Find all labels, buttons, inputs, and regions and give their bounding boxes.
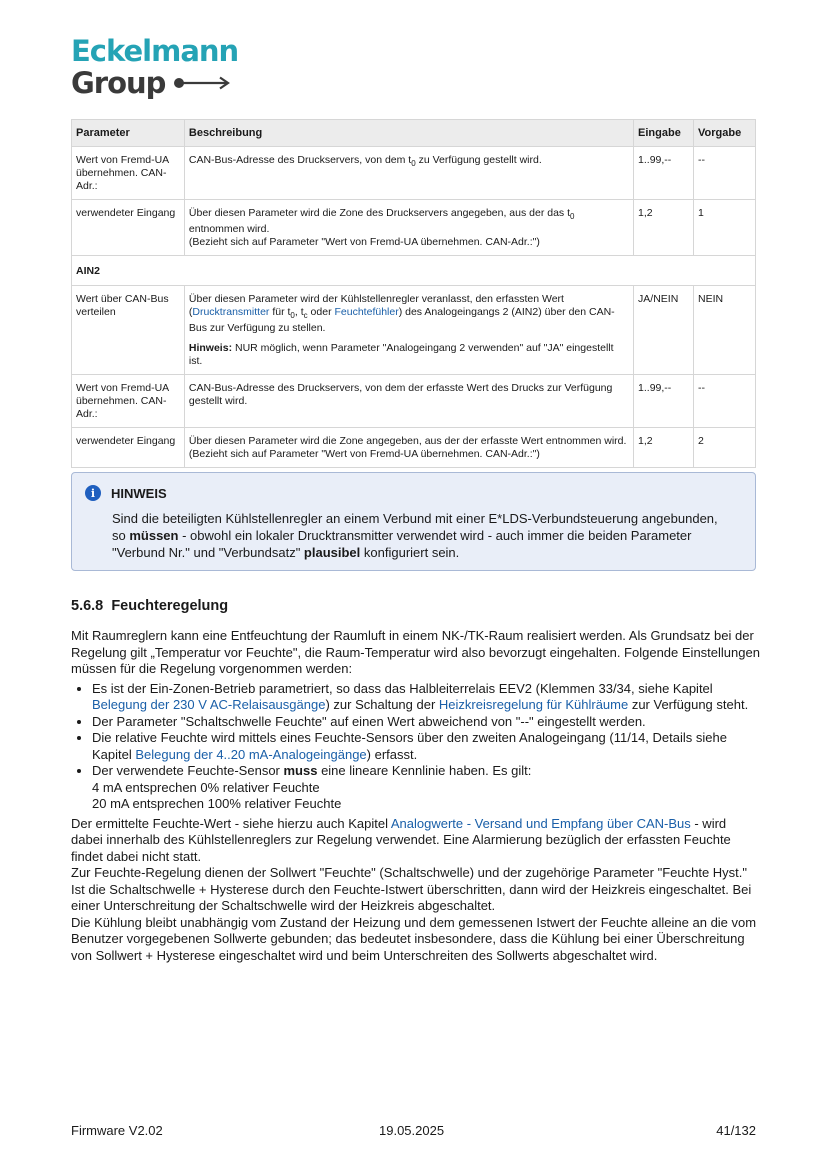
header-default: Vorgabe (694, 120, 756, 147)
param-input: JA/NEIN (634, 286, 694, 375)
note-box (71, 472, 756, 571)
list-item: • Der verwendete Feuchte-Sensor muss eine lineare Kennlinie haben. Es gilt: 4 mA entsprechen 0% relativer Feuchte 20 mA entsprechen 100% relativer Feuchte (92, 763, 761, 813)
body-paragraph: Zur Feuchte-Regelung dienen der Sollwert "Feuchte" (Schaltschwelle) und der zugehörige Parameter "Feuchte Hyst." Ist die Schaltschwelle + Hysterese durch den Feuchte-Istwert überschritten, dann wird der Heizkreis eingeschaltet. Bei einer Unterschreitung der Schaltschwelle wird der Heizkreis abgeschaltet. (71, 865, 752, 913)
info-icon: i (85, 485, 101, 501)
intro-paragraph: Mit Raumreglern kann eine Entfeuchtung der Raumluft in einem NK-/TK-Raum realisiert werden. Als Grundsatz bei der Regelung gilt „Temperatur vor Feuchte", die Raum-Temperatur wird also bevorzugt eingehalten. Folgende Einstellungen müssen für die Regelung vorgenommen werden: (71, 628, 760, 676)
settings-list (71, 681, 761, 813)
param-description: CAN-Bus-Adresse des Druckservers, von dem $t_0$ zu Verfügung gestellt wird. (184, 147, 633, 200)
table-section-row (72, 256, 756, 286)
param-description: CAN-Bus-Adresse des Druckservers, von dem der erfasste Wert des Drucks zur Verfügung gestellt wird. (184, 375, 633, 428)
arrow-right-icon (173, 76, 231, 90)
param-input: 1..99,-- (634, 375, 694, 428)
param-description: Über diesen Parameter wird die Zone des Druckservers angegeben, aus der das $t_0$ entnommen wird. (Bezieht sich auf Parameter "Wert von Fremd-UA übernehmen. CAN-Adr.:") (184, 200, 633, 256)
body-paragraph: Die Kühlung bleibt unabhängig vom Zustand der Heizung und dem gemessenen Istwert der Feuchte alleine an die vom Benutzer vorgegebenen Sollwerte gebunden; das bedeutet insbesondere, dass die Kühlung bei einer Überschreitung von Sollwert + Hysterese eingeschaltet wird und beim Unterschreiten des Sollwerts abgeschaltet wird. (71, 914, 757, 963)
list-item: • Die relative Feuchte wird mittels eines Feuchte-Sensors über den zweiten Analogeingang (11/14, Details siehe Kapitel Belegung der 4..20 mA-Analogeingänge) erfasst. (92, 730, 761, 763)
param-default: NEIN (694, 286, 756, 375)
param-default: -- (694, 147, 756, 200)
list-item: • Es ist der Ein-Zonen-Betrieb parametriert, so dass das Halbleiterrelais EEV2 (Klemmen 33/34, siehe Kapitel Belegung der 230 V AC-Relaisausgänge) zur Schaltung der Heizkreisregelung für Kühlräume zur Verfügung steht. (92, 681, 761, 714)
header-input: Eingabe (634, 120, 694, 147)
table-row (72, 200, 756, 256)
param-input: 1,2 (634, 200, 694, 256)
param-name: Wert von Fremd-UA übernehmen. CAN-Adr.: (72, 375, 185, 428)
param-description: Über diesen Parameter wird der Kühlstellenregler veranlasst, den erfassten Wert (Drucktransmitter für $t_0$, $t_c$ oder Feuchtefühler) des Analogeingangs 2 (AIN2) über den CAN-Bus zur Verfügung zu stellen. Hinweis: NUR möglich, wenn Parameter "Analogeingang 2 verwenden" auf "JA" eingestellt ist. (184, 286, 633, 375)
param-input: 1,2 (634, 428, 694, 468)
logo-text-group: Group (71, 66, 166, 100)
footer-firmware: Firmware V2.02 (71, 1123, 163, 1138)
param-default: 1 (694, 200, 756, 256)
param-name: verwendeter Eingang (72, 428, 185, 468)
link-analog-inputs[interactable]: Belegung der 4..20 mA-Analogeingänge (135, 746, 367, 762)
link-analog-values-can[interactable]: Analogwerte - Versand und Empfang über CAN-Bus (390, 815, 691, 831)
note-text: Sind die beteiligten Kühlstellenregler an einem Verbund mit einer E*LDS-Verbundsteuerung angebunden, so müssen - obwohl ein lokaler Drucktransmitter verwendet wird - auch immer die beiden Parameter "Verbund Nr." und "Verbundsatz" plausibel konfiguriert sein. (112, 511, 718, 560)
hint-text: Hinweis: NUR möglich, wenn Parameter "Analogeingang 2 verwenden" auf "JA" eingestellt ist. (188, 342, 614, 368)
param-name: Wert über CAN-Bus verteilen (72, 286, 185, 375)
list-item: • Der Parameter "Schaltschwelle Feuchte" auf einen Wert abweichend von "--" eingestellt werden. (92, 714, 761, 731)
param-name: Wert von Fremd-UA übernehmen. CAN-Adr.: (72, 147, 185, 200)
table-row (72, 147, 756, 200)
table-row (72, 375, 756, 428)
link-heating-control[interactable]: Heizkreisregelung für Kühlräume (438, 697, 629, 712)
link-drucktransmitter[interactable]: Drucktransmitter (192, 306, 270, 319)
logo-text-eckelmann: Eckelmann (71, 34, 239, 68)
table-header-row (72, 120, 756, 147)
footer-date: 19.05.2025 (379, 1123, 445, 1138)
header-parameter: Parameter (72, 120, 185, 147)
param-input: 1..99,-- (634, 147, 694, 200)
param-name: verwendeter Eingang (72, 200, 185, 256)
link-relay-outputs[interactable]: Belegung der 230 V AC-Relaisausgänge (92, 697, 326, 712)
section-heading: 5.6.8 Feuchteregelung (71, 598, 229, 614)
param-default: 2 (694, 428, 756, 468)
table-row (72, 286, 756, 375)
body-paragraph: Der ermittelte Feuchte-Wert - siehe hierzu auch Kapitel Analogwerte - Versand und Empfang über CAN-Bus - wird dabei innerhalb des Kühlstellenreglers zur Regelung verwendet. Eine Alarmierung bezüglich der erfassten Feuchte findet dabei nicht statt. (71, 815, 731, 864)
header-description: Beschreibung (184, 120, 633, 147)
section-content (71, 628, 761, 964)
parameter-table (71, 119, 756, 468)
table-row (72, 428, 756, 468)
note-title: HINWEIS (111, 485, 167, 501)
param-description: Über diesen Parameter wird die Zone angegeben, aus der der erfasste Wert entnommen wird. (Bezieht sich auf Parameter "Wert von Fremd-UA übernehmen. CAN-Adr.:") (184, 428, 633, 468)
param-default: -- (694, 375, 756, 428)
section-ain2: AIN2 (72, 256, 756, 286)
footer-page-number: 41/132 (716, 1123, 756, 1138)
link-feuchtefuehler[interactable]: Feuchtefühler (334, 306, 399, 319)
company-logo (71, 36, 238, 100)
